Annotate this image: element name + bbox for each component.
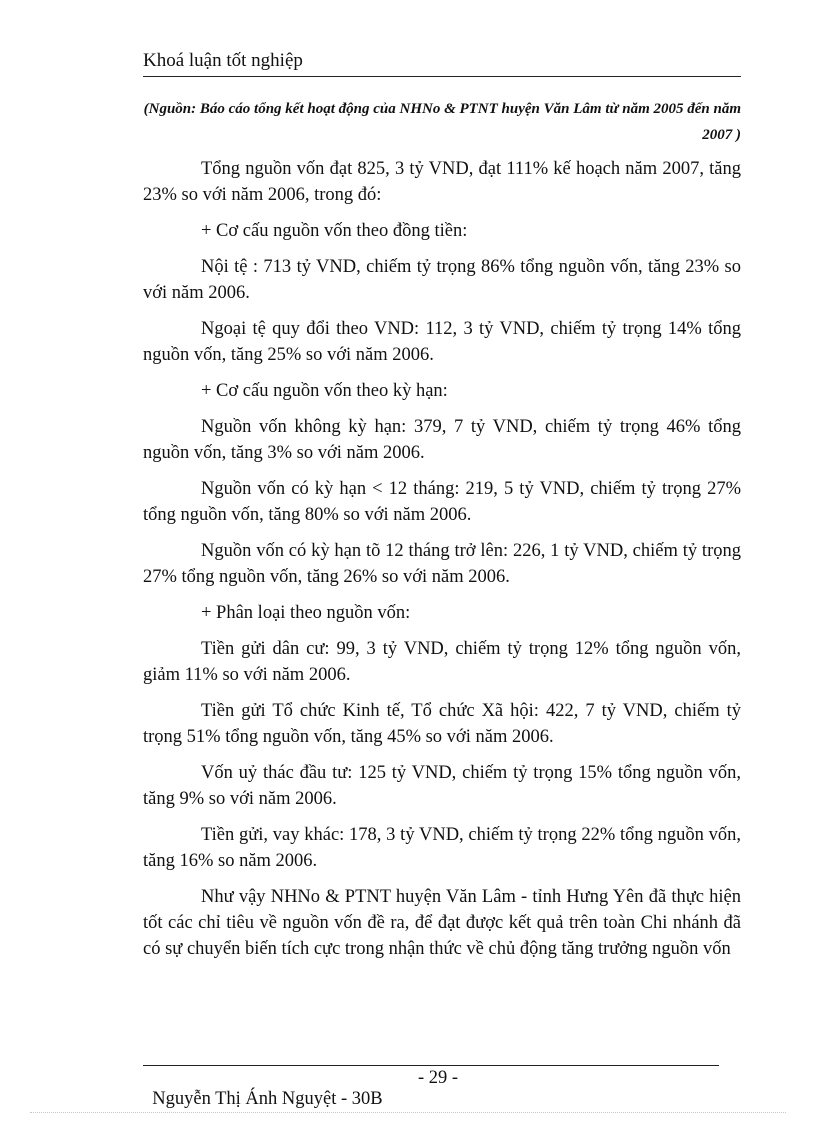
paragraph: Nguồn vốn có kỳ hạn tõ 12 tháng trở lên: 226, 1 tỷ VND, chiếm tỷ trọng 27% tổng nguồn vốn, tăng 26% so với năm 2006. [143,541,741,587]
paragraph: Như vậy NHNo & PTNT huyện Văn Lâm - tỉnh Hưng Yên đã thực hiện tốt các chỉ tiêu về nguồn vốn đề ra, để đạt được kết quả trên toàn Chi nhánh đã có sự chuyển biến tích cực trong nhận thức về chủ động tăng trưởng nguồn vốn [143,887,741,959]
footer-author: Nguyễn Thị Ánh Nguyệt - 30B [152,1089,383,1109]
paragraph: Nguồn vốn có kỳ hạn < 12 tháng: 219, 5 tỷ VND, chiếm tỷ trọng 27% tổng nguồn vốn, tăng 80% so với năm 2006. [143,479,741,525]
page-number: - 29 - [418,1068,459,1088]
paragraph: Tiền gửi, vay khác: 178, 3 tỷ VND, chiếm tỷ trọng 22% tổng nguồn vốn, tăng 16% so năm 2006. [143,825,741,871]
paragraph: + Cơ cấu nguồn vốn theo kỳ hạn: [201,381,448,401]
page-bottom-divider [30,1112,786,1113]
paragraph: Ngoại tệ quy đổi theo VND: 112, 3 tỷ VND, chiếm tỷ trọng 14% tổng nguồn vốn, tăng 25% so với năm 2006. [143,319,741,365]
paragraph: Nguồn vốn không kỳ hạn: 379, 7 tỷ VND, chiếm tỷ trọng 46% tổng nguồn vốn, tăng 3% so với năm 2006. [143,417,741,463]
paragraph: Tiền gửi dân cư: 99, 3 tỷ VND, chiếm tỷ trọng 12% tổng nguồn vốn, giảm 11% so với năm 2006. [143,639,741,685]
paragraph: + Phân loại theo nguồn vốn: [201,603,411,623]
footer-divider [143,1065,719,1066]
paragraph: Nội tệ : 713 tỷ VND, chiếm tỷ trọng 86% tổng nguồn vốn, tăng 23% so với năm 2006. [143,257,741,303]
header-title: Khoá luận tốt nghiệp [143,50,303,71]
paragraph: Tổng nguồn vốn đạt 825, 3 tỷ VND, đạt 111% kế hoạch năm 2007, tăng 23% so với năm 2006, trong đó: [143,159,741,205]
body-text [143,156,741,962]
paragraph: + Cơ cấu nguồn vốn theo đồng tiền: [201,221,468,241]
paragraph: Tiền gửi Tổ chức Kinh tế, Tổ chức Xã hội: 422, 7 tỷ VND, chiếm tỷ trọng 51% tổng nguồn vốn, tăng 45% so với năm 2006. [143,701,741,747]
source-note: (Nguồn: Báo cáo tổng kết hoạt động của NHNo & PTNT huyện Văn Lâm từ năm 2005 đến năm 2007 ) [143,101,741,143]
page-footer [143,1068,741,1131]
page-header [143,50,741,77]
paragraph: Vốn uỷ thác đầu tư: 125 tỷ VND, chiếm tỷ trọng 15% tổng nguồn vốn, tăng 9% so với năm 2006. [143,763,741,809]
